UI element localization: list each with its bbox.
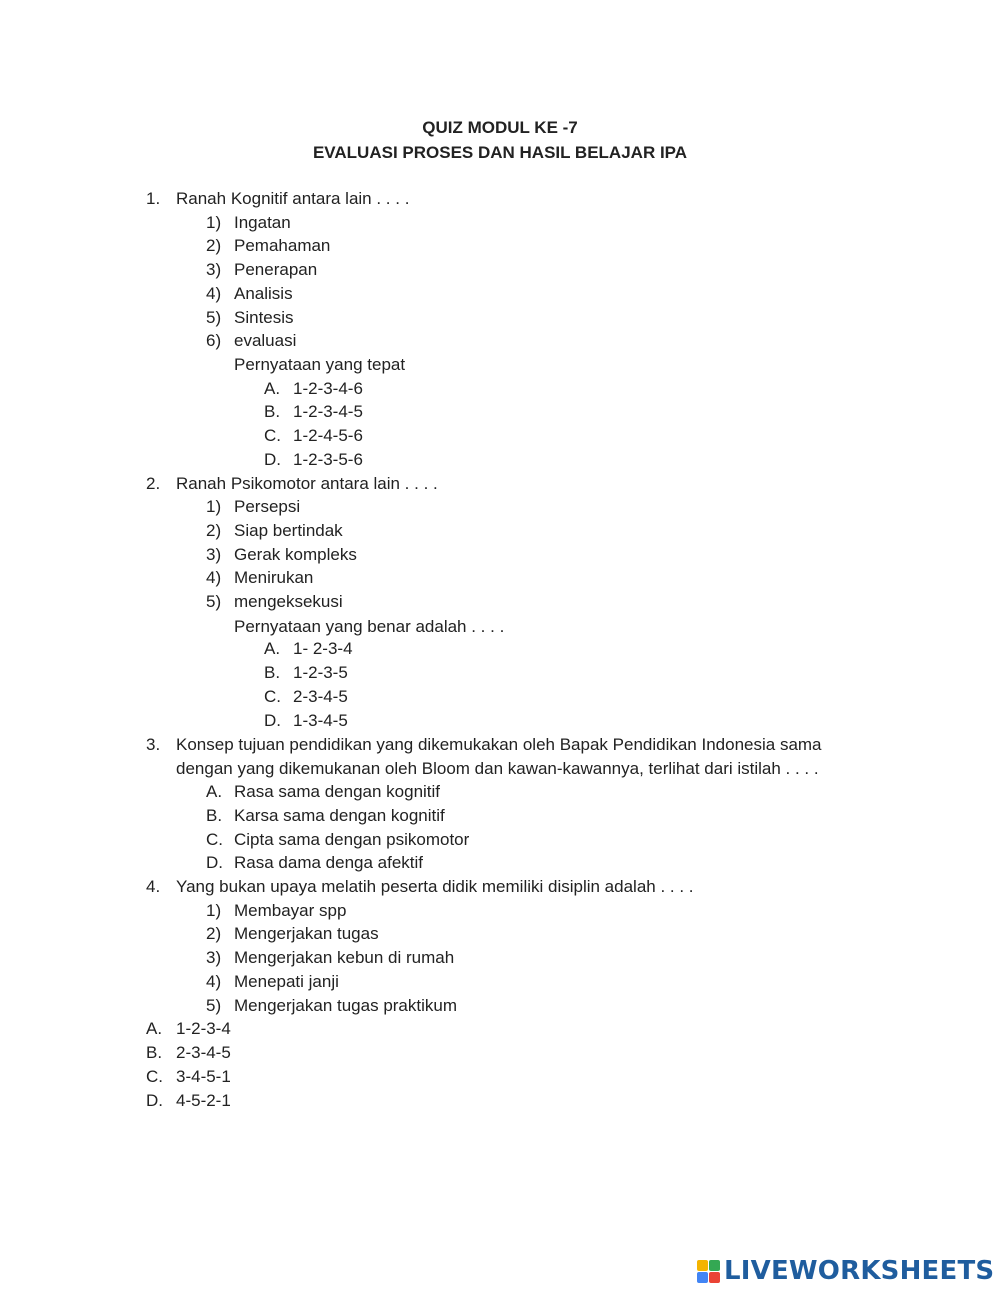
logo-text: LIVEWORKSHEETS [724,1256,995,1286]
logo-block [709,1260,720,1271]
question-text: Yang bukan upaya melatih peserta didik memiliki disiplin adalah . . . . [176,877,694,896]
quiz-title: QUIZ MODUL KE -7 [422,118,578,137]
question-text: Ranah Psikomotor antara lain . . . . [176,474,438,493]
logo-block [697,1272,708,1283]
question-text: Konsep tujuan pendidikan yang dikemukakan oleh Bapak Pendidikan Indonesia sama [176,735,822,754]
question-number: 3. [146,735,161,754]
logo-block [697,1260,708,1271]
question-text: Ranah Kognitif antara lain . . . . [176,189,410,208]
question-number: 4. [146,877,161,896]
liveworksheets-logo [697,1256,994,1286]
question-number: 2. [146,474,161,493]
quiz-subtitle: EVALUASI PROSES DAN HASIL BELAJAR IPA [312,143,688,162]
logo-blocks-icon [697,1260,720,1283]
logo-block [709,1272,720,1283]
question-number: 1. [146,189,161,208]
